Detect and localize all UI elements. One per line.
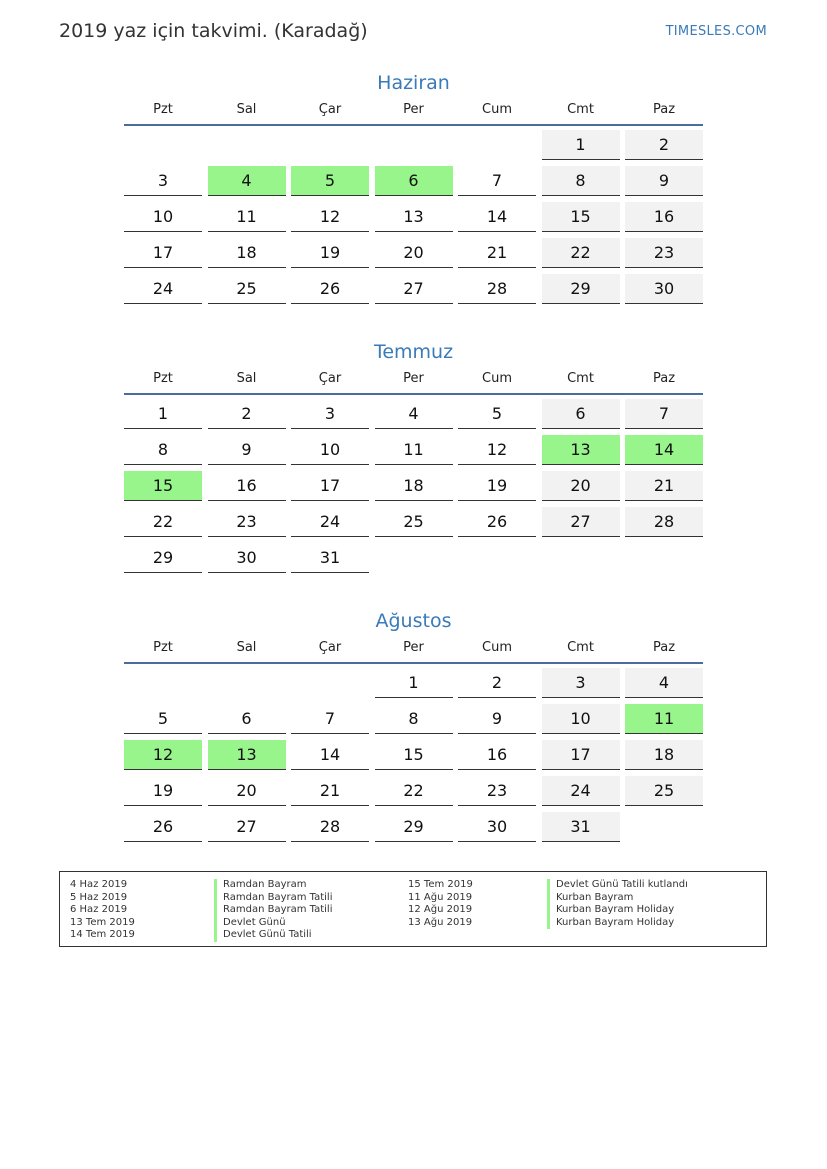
day-cell: 11 xyxy=(375,435,453,465)
legend-holiday-name: Kurban Bayram xyxy=(547,892,688,905)
day-cell: 9 xyxy=(625,166,703,196)
day-cell: 27 xyxy=(208,812,286,842)
weekday-label: Çar xyxy=(318,102,342,117)
weekday-label: Paz xyxy=(652,371,676,386)
holiday-day-cell: 13 xyxy=(208,740,286,770)
weekday-label: Pzt xyxy=(153,102,173,117)
day-cell: 27 xyxy=(542,507,620,537)
day-cell: 31 xyxy=(542,812,620,842)
day-cell: 17 xyxy=(542,740,620,770)
weekday-label: Çar xyxy=(318,371,342,386)
day-cell: 18 xyxy=(625,740,703,770)
holiday-day-cell: 11 xyxy=(625,704,703,734)
day-cell: 30 xyxy=(208,543,286,573)
day-cell: 19 xyxy=(124,776,202,806)
day-cell: 25 xyxy=(375,507,453,537)
weekday-label: Cum xyxy=(482,102,512,117)
weekday-label: Çar xyxy=(318,640,342,655)
day-cell: 3 xyxy=(291,399,369,429)
day-cell: 21 xyxy=(458,238,536,268)
holiday-legend xyxy=(59,871,767,947)
weekday-label: Sal xyxy=(236,371,257,386)
month-block xyxy=(124,68,703,315)
day-cell: 26 xyxy=(458,507,536,537)
day-grid xyxy=(124,668,703,853)
month-name: Haziran xyxy=(377,72,450,94)
weekday-header xyxy=(124,102,703,124)
day-cell: 3 xyxy=(542,668,620,698)
weekday-label: Cum xyxy=(482,371,512,386)
day-cell: 11 xyxy=(208,202,286,232)
day-cell: 7 xyxy=(625,399,703,429)
day-cell: 14 xyxy=(458,202,536,232)
day-cell: 7 xyxy=(291,704,369,734)
day-cell: 16 xyxy=(208,471,286,501)
day-cell: 15 xyxy=(375,740,453,770)
holiday-day-cell: 15 xyxy=(124,471,202,501)
legend-date: 6 Haz 2019 xyxy=(70,904,128,915)
day-cell: 7 xyxy=(458,166,536,196)
day-cell: 4 xyxy=(625,668,703,698)
weekday-label: Cum xyxy=(482,640,512,655)
day-cell: 18 xyxy=(375,471,453,501)
day-cell: 22 xyxy=(542,238,620,268)
weekday-label: Cmt xyxy=(567,371,594,386)
day-cell: 21 xyxy=(625,471,703,501)
day-cell: 28 xyxy=(625,507,703,537)
legend-date: 13 Tem 2019 xyxy=(70,916,135,928)
weekday-label: Paz xyxy=(652,640,676,655)
day-cell: 13 xyxy=(375,202,453,232)
weekday-label: Paz xyxy=(652,102,676,117)
day-cell: 24 xyxy=(124,274,202,304)
day-cell: 23 xyxy=(625,238,703,268)
weekday-label: Per xyxy=(403,371,424,386)
legend-names-col-1 xyxy=(214,879,333,942)
day-cell: 22 xyxy=(375,776,453,806)
day-cell: 10 xyxy=(124,202,202,232)
day-cell: 30 xyxy=(625,274,703,304)
legend-names-col-2 xyxy=(547,879,688,929)
day-cell: 29 xyxy=(375,812,453,842)
day-cell: 25 xyxy=(625,776,703,806)
day-cell: 8 xyxy=(124,435,202,465)
day-cell: 16 xyxy=(458,740,536,770)
day-cell: 23 xyxy=(208,507,286,537)
month-block xyxy=(124,337,703,584)
day-cell: 30 xyxy=(458,812,536,842)
day-cell: 26 xyxy=(291,274,369,304)
day-cell: 1 xyxy=(375,668,453,698)
month-name: Ağustos xyxy=(375,610,452,632)
day-cell: 18 xyxy=(208,238,286,268)
header-divider xyxy=(124,393,703,395)
day-cell: 19 xyxy=(458,471,536,501)
day-cell: 28 xyxy=(291,812,369,842)
legend-dates-col-1 xyxy=(70,879,135,942)
weekday-label: Pzt xyxy=(153,640,173,655)
day-cell: 1 xyxy=(542,130,620,160)
day-cell: 12 xyxy=(291,202,369,232)
legend-date: 4 Haz 2019 xyxy=(70,879,128,890)
weekday-label: Per xyxy=(403,640,424,655)
legend-holiday-name: Devlet Günü xyxy=(214,917,333,930)
day-cell: 5 xyxy=(458,399,536,429)
day-cell: 26 xyxy=(124,812,202,842)
day-cell: 9 xyxy=(458,704,536,734)
day-cell: 29 xyxy=(124,543,202,573)
day-grid xyxy=(124,399,703,584)
day-cell: 29 xyxy=(542,274,620,304)
day-cell: 5 xyxy=(124,704,202,734)
holiday-day-cell: 4 xyxy=(208,166,286,196)
day-cell: 14 xyxy=(291,740,369,770)
header-divider xyxy=(124,124,703,126)
legend-holiday-name: Kurban Bayram Holiday xyxy=(547,904,688,917)
weekday-label: Sal xyxy=(236,102,257,117)
weekday-label: Pzt xyxy=(153,371,173,386)
day-cell: 21 xyxy=(291,776,369,806)
legend-holiday-name: Ramdan Bayram Tatili xyxy=(214,892,333,905)
legend-holiday-name: Ramdan Bayram Tatili xyxy=(214,904,333,917)
day-cell: 22 xyxy=(124,507,202,537)
holiday-day-cell: 14 xyxy=(625,435,703,465)
holiday-day-cell: 5 xyxy=(291,166,369,196)
day-cell: 17 xyxy=(291,471,369,501)
legend-holiday-name: Devlet Günü Tatili xyxy=(214,929,333,942)
holiday-day-cell: 6 xyxy=(375,166,453,196)
day-cell: 6 xyxy=(208,704,286,734)
legend-holiday-name: Kurban Bayram Holiday xyxy=(547,917,688,930)
day-cell: 19 xyxy=(291,238,369,268)
day-cell: 10 xyxy=(291,435,369,465)
legend-date: 11 Ağu 2019 xyxy=(408,891,473,903)
legend-dates-col-2 xyxy=(408,879,473,929)
day-cell: 9 xyxy=(208,435,286,465)
day-cell: 12 xyxy=(458,435,536,465)
day-cell: 27 xyxy=(375,274,453,304)
weekday-label: Per xyxy=(403,102,424,117)
day-cell: 2 xyxy=(625,130,703,160)
legend-holiday-name: Devlet Günü Tatili kutlandı xyxy=(547,879,688,892)
day-cell: 10 xyxy=(542,704,620,734)
day-cell: 4 xyxy=(375,399,453,429)
day-cell: 20 xyxy=(542,471,620,501)
header-divider xyxy=(124,662,703,664)
holiday-day-cell: 12 xyxy=(124,740,202,770)
day-cell: 8 xyxy=(542,166,620,196)
page-title: 2019 yaz için takvimi. (Karadağ) xyxy=(59,20,368,42)
legend-holiday-name: Ramdan Bayram xyxy=(214,879,333,892)
day-cell: 8 xyxy=(375,704,453,734)
day-cell: 17 xyxy=(124,238,202,268)
weekday-header xyxy=(124,371,703,393)
weekday-label: Cmt xyxy=(567,640,594,655)
day-cell: 1 xyxy=(124,399,202,429)
holiday-day-cell: 13 xyxy=(542,435,620,465)
legend-date: 5 Haz 2019 xyxy=(70,891,128,903)
legend-date: 14 Tem 2019 xyxy=(70,929,135,940)
day-grid xyxy=(124,130,703,315)
day-cell: 28 xyxy=(458,274,536,304)
day-cell: 31 xyxy=(291,543,369,573)
weekday-label: Sal xyxy=(236,640,257,655)
legend-date: 12 Ağu 2019 xyxy=(408,904,473,915)
weekday-header xyxy=(124,640,703,662)
day-cell: 24 xyxy=(291,507,369,537)
day-cell: 16 xyxy=(625,202,703,232)
month-block xyxy=(124,606,703,853)
month-name: Temmuz xyxy=(373,341,454,363)
legend-date: 13 Ağu 2019 xyxy=(408,916,473,928)
weekday-label: Cmt xyxy=(567,102,594,117)
brand-link[interactable]: TIMESLES.COM xyxy=(665,24,767,39)
day-cell: 3 xyxy=(124,166,202,196)
day-cell: 15 xyxy=(542,202,620,232)
day-cell: 20 xyxy=(375,238,453,268)
day-cell: 25 xyxy=(208,274,286,304)
day-cell: 20 xyxy=(208,776,286,806)
day-cell: 23 xyxy=(458,776,536,806)
day-cell: 2 xyxy=(208,399,286,429)
legend-date: 15 Tem 2019 xyxy=(408,879,473,890)
day-cell: 2 xyxy=(458,668,536,698)
day-cell: 24 xyxy=(542,776,620,806)
day-cell: 6 xyxy=(542,399,620,429)
